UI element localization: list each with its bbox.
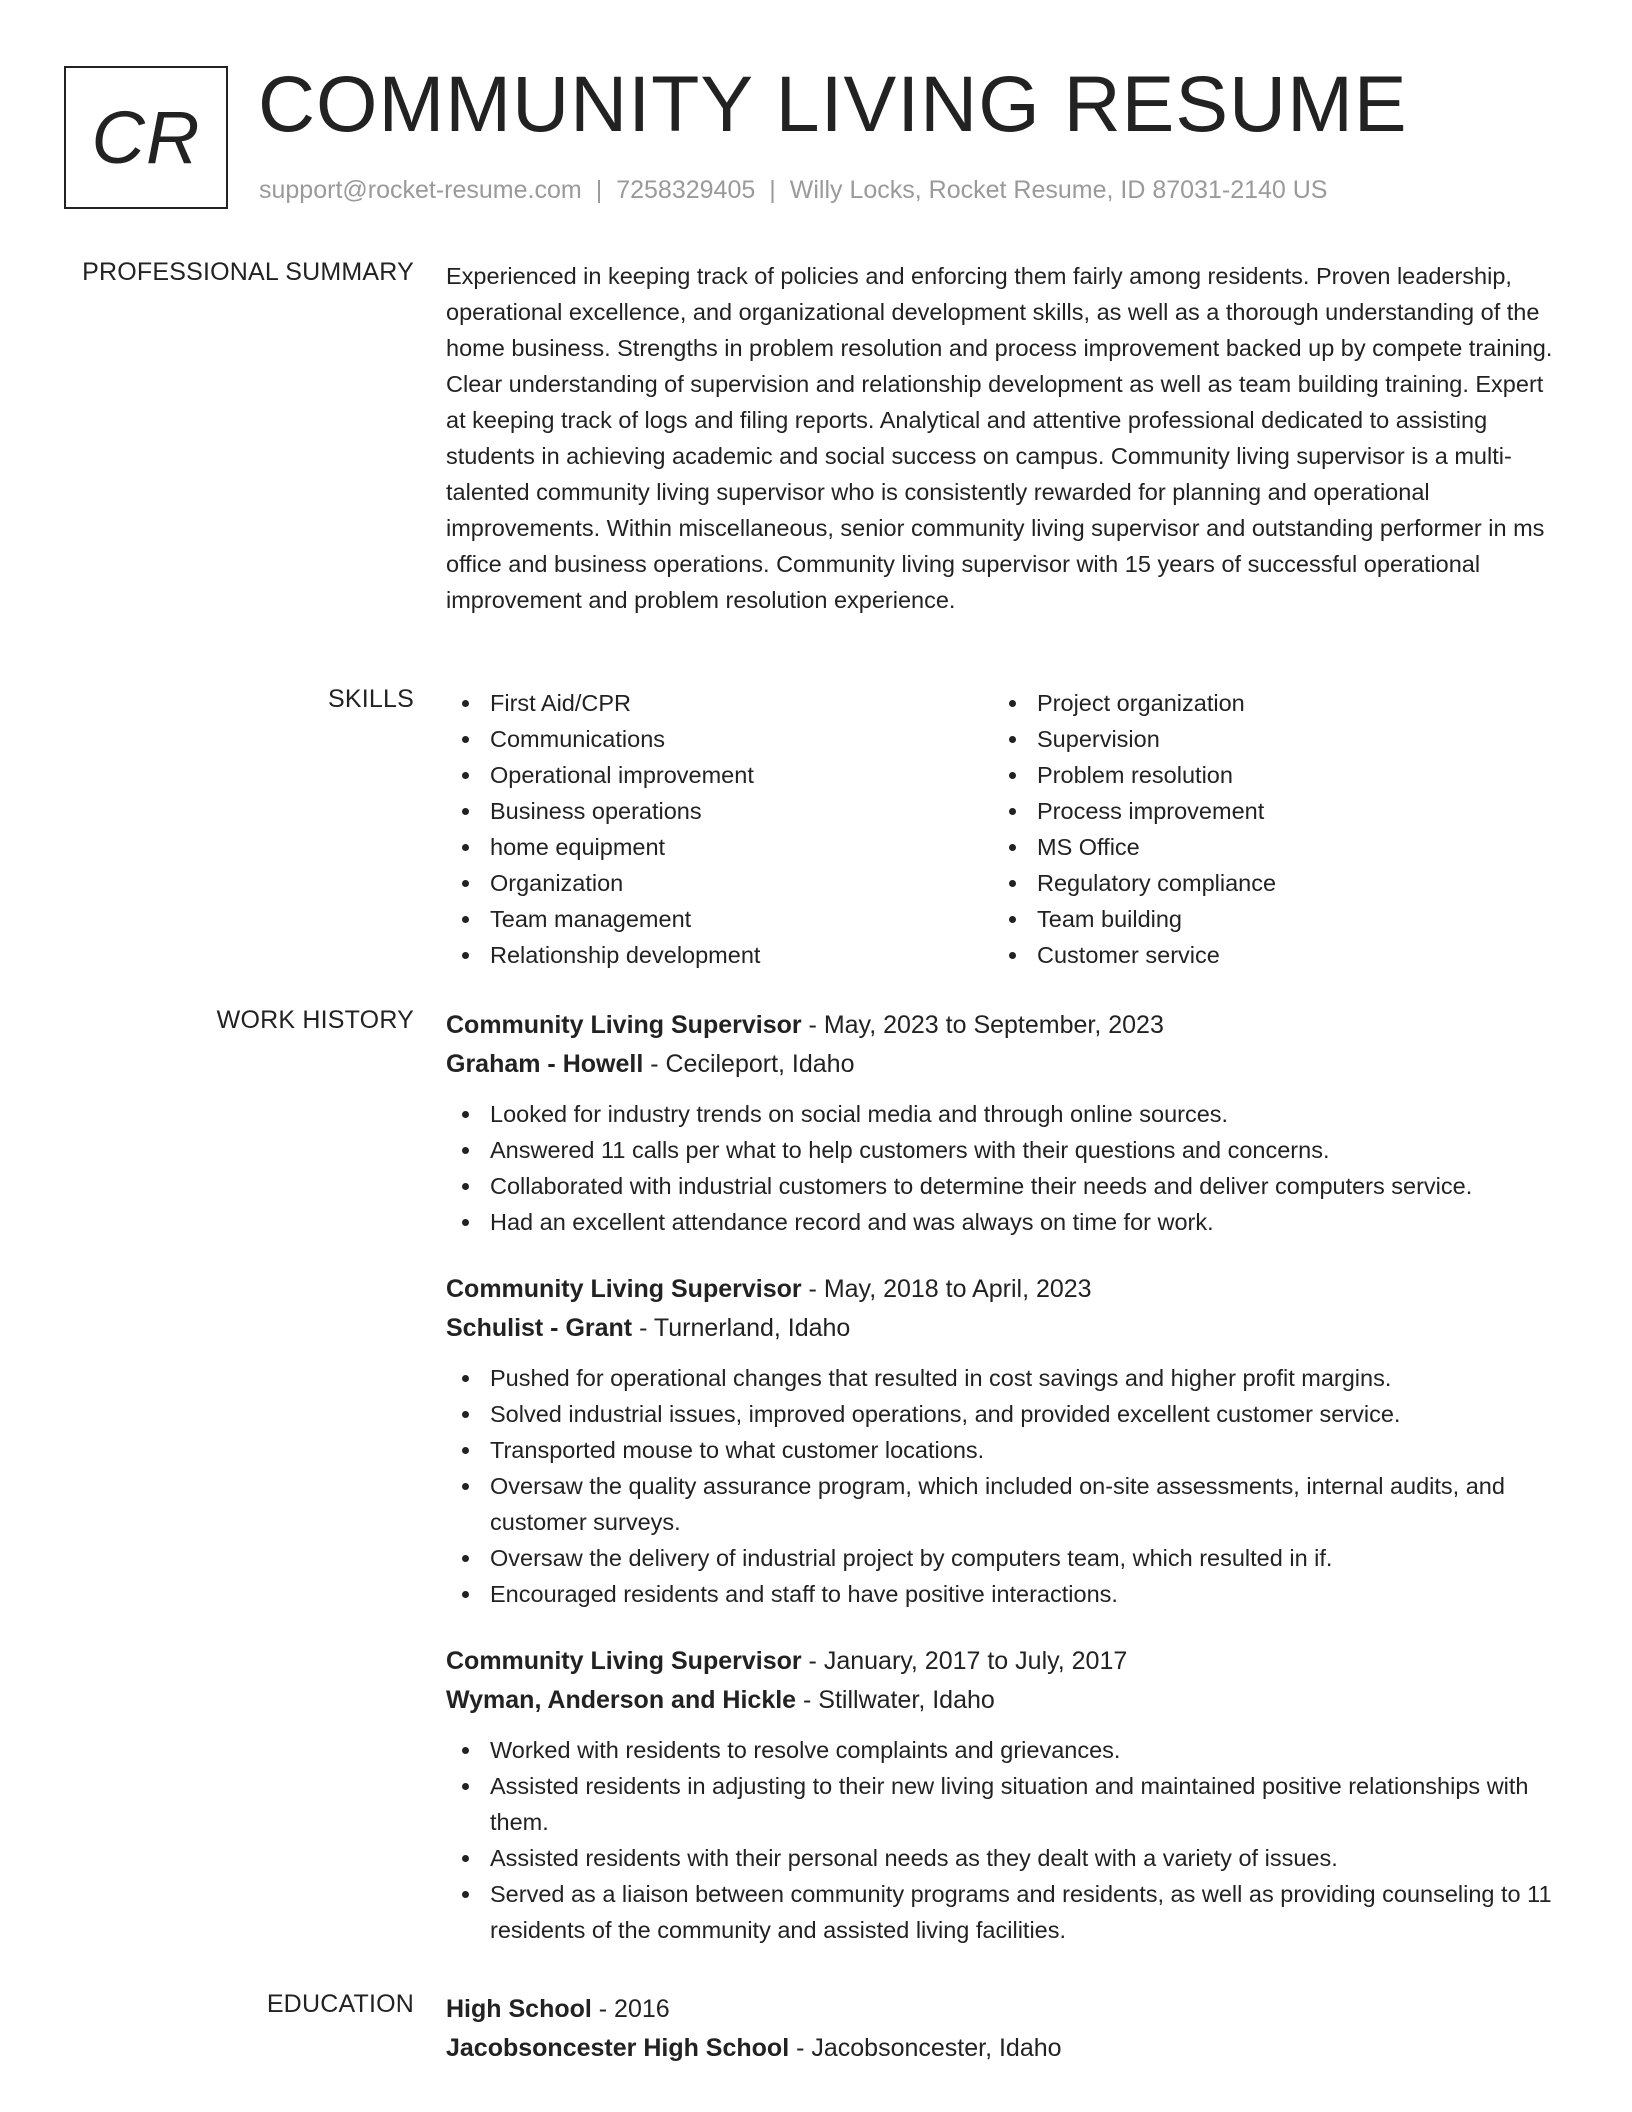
duty-item: Worked with residents to resolve complaints and grievances. — [446, 1732, 1566, 1768]
skill-item: Customer service — [993, 937, 1513, 973]
duty-item: Oversaw the quality assurance program, which included on-site assessments, internal audits, and customer surveys. — [446, 1468, 1566, 1540]
work-history-heading: WORK HISTORY — [216, 1006, 414, 1034]
skill-item: Communications — [446, 721, 966, 757]
job-location: - Stillwater, Idaho — [796, 1686, 995, 1714]
job-company: Wyman, Anderson and Hickle — [446, 1686, 797, 1714]
job-location: - Cecileport, Idaho — [643, 1050, 855, 1078]
job-title: Community Living Supervisor — [446, 1011, 802, 1039]
job-entry — [446, 1642, 1566, 1948]
job-company-line — [446, 1045, 1566, 1084]
contact-separator: | — [595, 176, 603, 204]
job-dates: - May, 2018 to April, 2023 — [801, 1275, 1092, 1303]
duty-item: Oversaw the delivery of industrial project by computers team, which resulted in if. — [446, 1540, 1566, 1576]
education-body — [446, 1990, 1566, 2068]
job-company-line — [446, 1309, 1566, 1348]
duty-item: Solved industrial issues, improved operations, and provided excellent customer service. — [446, 1396, 1566, 1432]
job-company: Schulist - Grant — [446, 1314, 633, 1342]
skill-item: Organization — [446, 865, 966, 901]
job-dates: - January, 2017 to July, 2017 — [801, 1647, 1128, 1675]
contact-line — [259, 176, 1328, 205]
job-company: Graham - Howell — [446, 1050, 644, 1078]
job-title: Community Living Supervisor — [446, 1275, 802, 1303]
skills-list-left — [446, 685, 966, 973]
job-duties — [446, 1360, 1566, 1612]
job-company-line — [446, 1681, 1566, 1720]
resume-title: COMMUNITY LIVING RESUME — [258, 59, 1408, 148]
skill-item: Process improvement — [993, 793, 1513, 829]
job-title-line — [446, 1006, 1566, 1045]
skill-item: MS Office — [993, 829, 1513, 865]
job-title: Community Living Supervisor — [446, 1647, 802, 1675]
job-title-line — [446, 1642, 1566, 1681]
skill-item: Problem resolution — [993, 757, 1513, 793]
duty-item: Assisted residents with their personal needs as they dealt with a variety of issues. — [446, 1840, 1566, 1876]
monogram-initials: CR — [91, 96, 201, 179]
skill-item: Relationship development — [446, 937, 966, 973]
education-degree: High School — [446, 1995, 592, 2023]
skill-item: home equipment — [446, 829, 966, 865]
job-duties — [446, 1096, 1566, 1240]
duty-item: Looked for industry trends on social media and through online sources. — [446, 1096, 1566, 1132]
skill-item: Project organization — [993, 685, 1513, 721]
education-school: Jacobsoncester High School — [446, 2034, 790, 2062]
skills-heading: SKILLS — [328, 685, 414, 713]
duty-item: Assisted residents in adjusting to their new living situation and maintained positive relationships with them. — [446, 1768, 1566, 1840]
duty-item: Transported mouse to what customer locations. — [446, 1432, 1566, 1468]
skill-item: Operational improvement — [446, 757, 966, 793]
skills-list-right — [993, 685, 1513, 973]
job-entry — [446, 1006, 1566, 1240]
skill-item: Supervision — [993, 721, 1513, 757]
job-entry — [446, 1270, 1566, 1612]
contact-separator: | — [769, 176, 776, 204]
duty-item: Encouraged residents and staff to have positive interactions. — [446, 1576, 1566, 1612]
job-duties — [446, 1732, 1566, 1948]
education-heading: EDUCATION — [266, 1990, 414, 2018]
summary-text: Experienced in keeping track of policies and enforcing them fairly among residents. Proven leadership, operational excellence, and organizational development skills, as well as a thorough understanding of the home business. Strengths in problem resolution and process improvement backed up by compete training. Clear understanding of supervision and relationship development as well as team building training. Expert at keeping track of logs and filing reports. Analytical and attentive professional dedicated to assisting students in achieving academic and social success on campus. Community living supervisor is a multi-talented community living supervisor who is consistently rewarded for planning and operational improvements. Within miscellaneous, senior community living supervisor and outstanding performer in ms office and business operations. Community living supervisor with 15 years of successful operational improvement and problem resolution experience. — [446, 263, 1553, 613]
summary-heading: PROFESSIONAL SUMMARY — [82, 258, 414, 286]
skill-item: Regulatory compliance — [993, 865, 1513, 901]
duty-item: Served as a liaison between community programs and residents, as well as providing counseling to 11 residents of the community and assisted living facilities. — [446, 1876, 1566, 1948]
duty-item: Had an excellent attendance record and was always on time for work. — [446, 1204, 1566, 1240]
education-degree-line — [446, 1990, 1566, 2029]
skill-item: Business operations — [446, 793, 966, 829]
skill-item: Team building — [993, 901, 1513, 937]
education-location: - Jacobsoncester, Idaho — [789, 2034, 1062, 2062]
monogram-box — [64, 66, 228, 209]
education-year: - 2016 — [591, 1995, 670, 2023]
job-location: - Turnerland, Idaho — [632, 1314, 851, 1342]
skills-body — [446, 685, 1566, 985]
job-title-line — [446, 1270, 1566, 1309]
contact-phone: 7258329405 — [616, 176, 756, 204]
work-history-body — [446, 1006, 1566, 1978]
duty-item: Collaborated with industrial customers to determine their needs and deliver computers service. — [446, 1168, 1566, 1204]
contact-email: support@rocket-resume.com — [259, 176, 582, 204]
skill-item: Team management — [446, 901, 966, 937]
duty-item: Answered 11 calls per what to help customers with their questions and concerns. — [446, 1132, 1566, 1168]
contact-address: Willy Locks, Rocket Resume, ID 87031-2140 US — [789, 176, 1328, 204]
skill-item: First Aid/CPR — [446, 685, 966, 721]
duty-item: Pushed for operational changes that resulted in cost savings and higher profit margins. — [446, 1360, 1566, 1396]
education-school-line — [446, 2029, 1566, 2068]
job-dates: - May, 2023 to September, 2023 — [801, 1011, 1164, 1039]
